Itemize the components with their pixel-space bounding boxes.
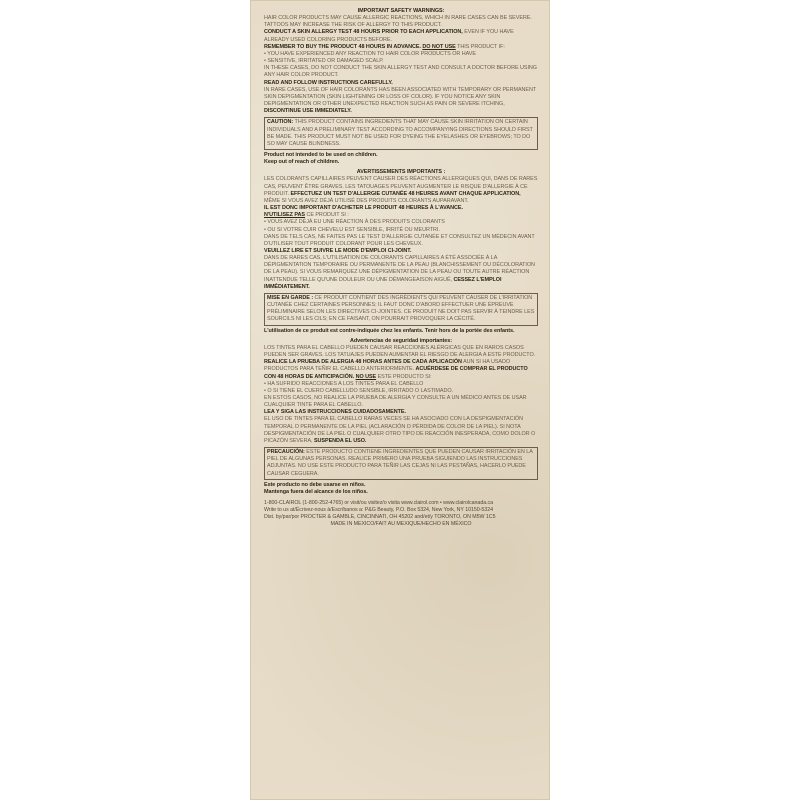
es-skin-test-bold: REALICE LA PRUEBA DE ALERGIA 48 HORAS ANTES DE CADA APLICACIÓN xyxy=(264,359,462,366)
en-p3-rest: THIS PRODUCT IF: xyxy=(455,43,505,50)
fr-caution-box xyxy=(264,293,538,326)
package-side-panel xyxy=(250,0,550,800)
fr-p1-text: LES COLORANTS CAPILLAIRES PEUVENT CAUSER DES RÉACTIONS ALLERGIQUES QUI, DANS DE RARES CAS, PEUVENT ÊTRE GRAVES. LES TATOUAGES PEUVENT AUGMENTER LE RISQUE D'ALLERGIE À CE PRODUIT. xyxy=(264,176,538,197)
fr-bullet-1: • VOUS AVEZ DÉJÀ EU UNE RÉACTION À DES PRODUITS COLORANTS xyxy=(264,219,445,226)
en-bullet-2: • SENSITIVE, IRRITATED OR DAMAGED SCALP. xyxy=(264,58,384,65)
es-children-1: Este producto no debe usarse en niños. xyxy=(264,481,366,488)
english-warnings-title: IMPORTANT SAFETY WARNINGS: xyxy=(357,8,445,14)
french-warnings-title: AVERTISSEMENTS IMPORTANTS : xyxy=(356,169,446,176)
en-children-2: Keep out of reach of children. xyxy=(264,159,340,166)
en-caution-label: CAUTION: xyxy=(267,119,294,126)
fr-buy-ahead: IL EST DONC IMPORTANT D'ACHETER LE PRODUIT 48 HEURES À L'AVANCE. xyxy=(264,205,463,212)
en-p5-text: IN RARE CASES, USE OF HAIR COLORANTS HAS BEEN ASSOCIATED WITH TEMPORARY OR PERMANENT SKIN DEPIGMENTATION (SKIN LIGHTENING OR LOSS OF COLOR). IF YOU NOTICE ANY SKIN DEPIGMENTATION OR OTHER UNEXPECTED REACTION SUCH AS PAIN OR SEVERE ITCHING, xyxy=(264,86,537,108)
en-paragraph-4: IN THESE CASES, DO NOT CONDUCT THE SKIN ALLERGY TEST AND CONSULT A DOCTOR BEFORE USING ANY HAIR COLOR PRODUCT. xyxy=(264,65,537,79)
en-paragraph-3 xyxy=(264,44,538,51)
fr-p5-text: DANS DE RARES CAS, L'UTILISATION DE COLORANTS CAPILLAIRES A ÉTÉ ASSOCIÉE À LA DÉPIGMENTATION TEMPORAIRE OU PERMANENTE DE LA PEAU (BLANCHISSEMENT OU DÉCOLORATION DE LA PEAU). SI VOUS REMARQUEZ UNE DÉPIGMENTATION DE LA PEAU OU TOUTE AUTRE RÉACTION INATTENDUE TELLE QU'UNE DOULEUR OU UNE DÉMANGEAISON AIGUË, xyxy=(264,255,535,283)
contact-info xyxy=(264,500,538,521)
spanish-warnings-title: Advertencias de seguridad importantes: xyxy=(349,337,453,344)
es-p1-text: LOS TINTES PARA EL CABELLO PUEDEN CAUSAR REACCIONES ALÉRGICAS QUE EN RAROS CASOS PUEDEN SER GRAVES. LOS TATUAJES PUEDEN AUMENTAR EL RIESGO DE ALERGIA A ESTE PRODUCTO. xyxy=(264,344,536,359)
es-bullet-1: • HA SUFRIDO REACCIONES A LOS TINTES PARA EL CABELLO xyxy=(264,380,424,387)
fr-read-instructions: VEUILLEZ LIRE ET SUIVRE LE MODE D'EMPLOI CI-JOINT. xyxy=(264,248,412,254)
en-skin-test-bold: CONDUCT A SKIN ALLERGY TEST 48 HOURS PRIOR TO EACH APPLICATION, xyxy=(264,29,463,36)
fr-caution-label: MISE EN GARDE : xyxy=(267,294,314,301)
es-caution-box xyxy=(264,447,538,480)
es-read-instructions: LEA Y SIGA LAS INSTRUCCIONES CUIDADOSAMENTE. xyxy=(264,409,406,416)
en-do-not-use: DO NOT USE xyxy=(422,43,456,50)
fr-paragraph-4: DANS DE TELS CAS, NE FAITES PAS LE TEST D'ALLERGIE CUTANÉE ET CONSULTEZ UN MÉDECIN AVANT D'UTILISER TOUT PRODUIT COLORANT POUR LES CHEVEUX. xyxy=(264,233,535,247)
es-buy-ahead-bold: ACUÉRDESE DE COMPRAR EL PRODUCTO CON 48 HORAS DE ANTICIPACIÓN. xyxy=(264,366,528,380)
en-caution-box xyxy=(264,117,538,150)
es-p5-text: EL USO DE TINTES PARA EL CABELLO RARAS VECES SE HA ASOCIADO CON LA DESPIGMENTACIÓN TEMPORAL O PERMANENTE DE LA PIEL (ACLARACIÓN O PÉRDIDA DE COLOR DE LA PIEL). SI NOTA DESPIGMENTACIÓN DE LA PIEL O CUALQUIER OTRO TIPO DE REACCIÓN INESPERADA, COMO DOLOR O PICAZÓN SEVERA, xyxy=(264,416,536,444)
es-do-not-use: NO USE xyxy=(355,373,377,380)
fr-discontinue-bold: CESSEZ L'EMPLOI IMMÉDIATEMENT. xyxy=(264,276,502,290)
en-paragraph-5 xyxy=(264,87,538,116)
es-caution-label: PRECAUCIÓN: xyxy=(267,449,305,456)
safety-warnings-text xyxy=(264,8,538,528)
fr-do-not-use: N'UTILISEZ PAS xyxy=(264,212,305,219)
contact-phone-web: 1-800-CLAIROL (1-800-252-4765) or visit/ou visitez/o visita www.clairol.com • www.clairolcanada.ca xyxy=(264,500,494,506)
es-paragraph-5 xyxy=(264,416,538,445)
distributor-line: Dist. by/par/por PROCTER & GAMBLE, CINCINNATI, OH 45202 and/et/y TORONTO, ON M5W 1C5 xyxy=(264,514,496,520)
es-paragraph-4: EN ESTOS CASOS, NO REALICE LA PRUEBA DE ALERGIA Y CONSULTE A UN MÉDICO ANTES DE USAR CUALQUIER TINTE PARA EL CABELLO. xyxy=(264,394,527,409)
es-p3-rest: ESTE PRODUCTO SI: xyxy=(376,373,432,380)
es-caution-text: ESTE PRODUCTO CONTIENE INGREDIENTES QUE PUEDEN CAUSAR IRRITACIÓN EN LA PIEL DE ALGUNAS PERSONAS. REALICE PRIMERO UNA PRUEBA SIGUIENDO LAS INSTRUCCIONES ADJUNTAS. NO USE ESTE PRODUCTO PARA TEÑIR LAS CEJAS NI LAS PESTAÑAS, HACERLO PUEDE CAUSAR CEGUERA. xyxy=(267,449,533,477)
en-buy-ahead-bold: REMEMBER TO BUY THE PRODUCT 48 HOURS IN ADVANCE. xyxy=(264,43,421,50)
en-p2-rest: EVEN IF YOU HAVE ALREADY USED COLORING PRODUCTS BEFORE. xyxy=(264,29,514,43)
en-bullet-1: • YOU HAVE EXPERIENCED ANY REACTION TO HAIR COLOR PRODUCTS OR HAVE xyxy=(264,50,476,57)
fr-bullet-2: • OU SI VOTRE CUIR CHEVELU EST SENSIBLE, IRRITÉ OU MEURTRI. xyxy=(264,226,440,233)
es-discontinue-bold: SUSPENDA EL USO. xyxy=(313,437,367,444)
en-read-instructions: READ AND FOLLOW INSTRUCTIONS CAREFULLY. xyxy=(264,79,393,86)
es-paragraph-1 xyxy=(264,345,538,381)
fr-paragraph-5 xyxy=(264,255,538,291)
contact-mail-address: Write to us at/Écrivez-nous à/Escríbanos a: P&G Beauty, P.O. Box 5324, New York, NY 10150-5324 xyxy=(264,507,493,513)
fr-paragraph-1 xyxy=(264,176,538,205)
en-paragraph-1: HAIR COLOR PRODUCTS MAY CAUSE ALLERGIC REACTIONS, WHICH IN RARE CASES CAN BE SEVERE. TATTOOS MAY INCREASE THE RISK OF ALLERGY TO THIS PRODUCT. xyxy=(264,15,532,29)
en-paragraph-2 xyxy=(264,29,538,43)
fr-caution-text: CE PRODUIT CONTIENT DES INGRÉDIENTS QUI PEUVENT CAUSER DE L'IRRITATION CUTANÉE CHEZ CERTAINES PERSONNES; IL FAUT DONC D'ABORD EFFECTUER UNE ÉPREUVE PRÉLIMINAIRE SELON LES DIRECTIVES CI-JOINTES. CE PRODUIT NE DOIT PAS SERVIR À TEINDRE LES SOURCILS NI LES CILS; EN CE FAISANT, ON POURRAIT PROVOQUER LA CÉCITÉ. xyxy=(267,294,535,323)
es-p1-rest: AUN SI HA USADO PRODUCTOS PARA TEÑIR EL CABELLO ANTERIORMENTE. xyxy=(264,359,511,373)
es-bullet-2: • O SI TIENE EL CUERO CABELLUDO SENSIBLE, IRRITADO O LASTIMADO. xyxy=(264,387,454,394)
fr-children: L'utilisation de ce produit est contre-indiquée chez les enfants. Tenir hors de la portée des enfants. xyxy=(264,327,515,334)
fr-skin-test-bold: EFFECTUEZ UN TEST D'ALLERGIE CUTANÉE 48 HEURES AVANT CHAQUE APPLICATION, xyxy=(290,190,521,197)
fr-p3-rest: CE PRODUIT SI : xyxy=(304,212,349,219)
en-caution-text: THIS PRODUCT CONTAINS INGREDIENTS THAT MAY CAUSE SKIN IRRITATION ON CERTAIN INDIVIDUALS AND A PRELIMINARY TEST ACCORDING TO ACCOMPANYING DIRECTIONS SHOULD FIRST BE MADE. THIS PRODUCT MUST NOT BE USED FOR DYEING THE EYELASHES OR EYEBROWS; TO DO SO MAY CAUSE BLINDNESS. xyxy=(267,119,533,147)
en-children-1: Product not intended to be used on children. xyxy=(264,151,378,158)
en-discontinue-bold: DISCONTINUE USE IMMEDIATELY. xyxy=(264,108,352,115)
fr-p1-rest: MÊME SI VOUS AVEZ DÉJÀ UTILISÉ DES PRODUITS COLORANTS AUPARAVANT. xyxy=(264,197,469,204)
es-children-2: Mantenga fuera del alcance de los niños. xyxy=(264,488,368,495)
made-in-mexico: MADE IN MEXICO/FAIT AU MEXIQUE/HECHO EN MÉXICO xyxy=(330,521,472,527)
